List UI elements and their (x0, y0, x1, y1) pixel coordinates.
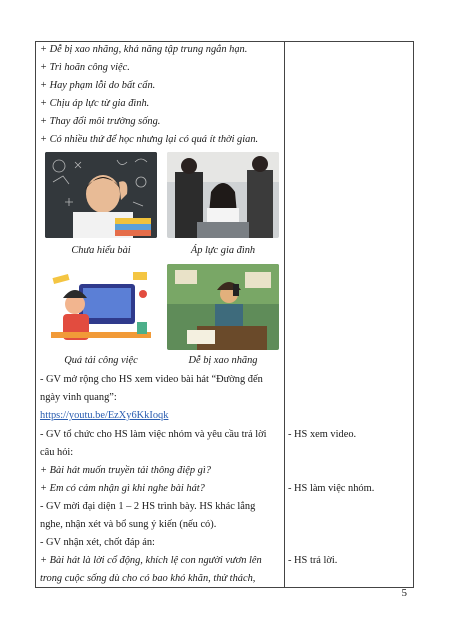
video-intro-line-1: - GV mở rộng cho HS xem video bài hát “Đường đến (40, 374, 263, 385)
bullet-family-pressure: + Chịu áp lực từ gia đình. (40, 98, 150, 109)
caption-confused: Chưa hiểu bài (71, 245, 131, 256)
question-2: + Em có cảm nhận gì khi nghe bài hát? (40, 483, 205, 494)
answer-line-1: + Bài hát là lời cổ động, khích lệ con người vươn lên (40, 555, 262, 566)
bullet-time: + Có nhiều thứ để học nhưng lại có quá ít thời gian. (40, 134, 259, 145)
caption-overloaded: Quá tải công việc (64, 355, 138, 366)
photo-distracted (167, 264, 279, 350)
bullet-distracted: + Dễ bị xao nhãng, khả năng tập trung ngắn hạn. (40, 44, 248, 55)
answer-line-2: trong cuộc sống dù cho có bao khó khăn, thử thách, (40, 573, 256, 584)
question-1: + Bài hát muốn truyền tải thông điệp gì? (40, 465, 211, 476)
video-intro-line-2: ngày vinh quang”: (40, 392, 117, 403)
photo-overloaded (45, 264, 157, 350)
student-answer: - HS trả lời. (288, 555, 338, 566)
photo-family-pressure (167, 152, 279, 238)
student-watch-video: - HS xem video. (288, 429, 357, 440)
conclude-line: - GV nhận xét, chốt đáp án: (40, 537, 155, 548)
present-line-1: - GV mời đại diện 1 – 2 HS trình bày. HS khác lắng (40, 501, 256, 512)
column-divider (284, 42, 285, 587)
bullet-environment: + Thay đổi môi trường sống. (40, 116, 161, 127)
video-link[interactable]: https://youtu.be/EzXy6KkIoqk (40, 410, 169, 421)
caption-distracted: Dễ bị xao nhãng (188, 355, 258, 366)
bullet-careless: + Hay phạm lỗi do bất cẩn. (40, 80, 156, 91)
photo-confused-child (45, 152, 157, 238)
caption-family-pressure: Áp lực gia đình (190, 245, 256, 256)
present-line-2: nghe, nhận xét và bổ sung ý kiến (nếu có). (40, 519, 217, 530)
group-task-line-2: câu hỏi: (40, 447, 74, 458)
page-number: 5 (401, 587, 407, 599)
group-task-line-1: - GV tổ chức cho HS làm việc nhóm và yêu cầu trả lời (40, 429, 267, 440)
lesson-table (35, 41, 414, 588)
bullet-procrastination: + Trì hoãn công việc. (40, 62, 130, 73)
student-group-work: - HS làm việc nhóm. (288, 483, 375, 494)
